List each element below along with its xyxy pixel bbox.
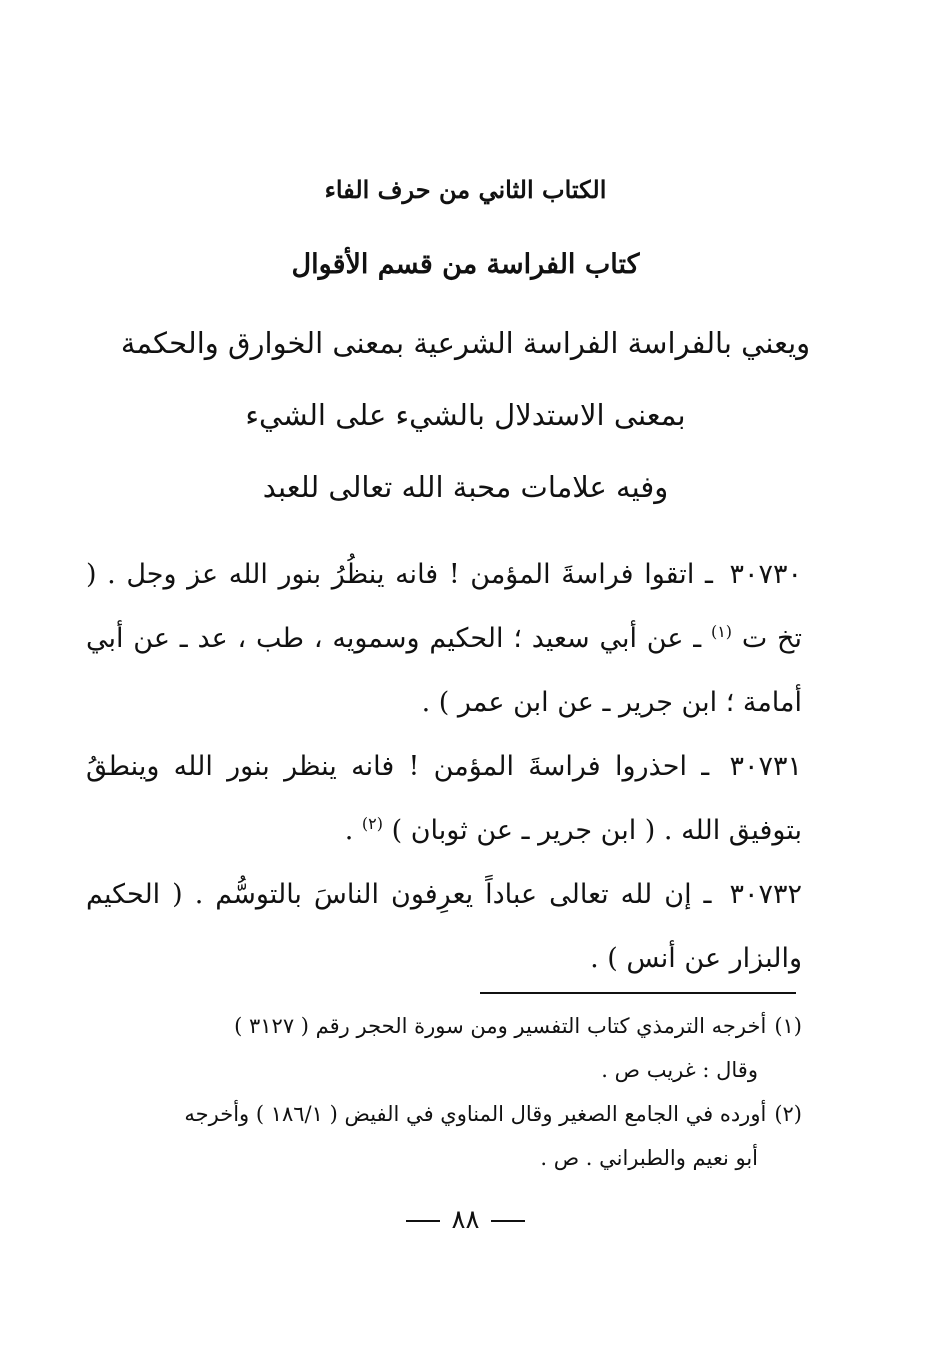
hadith-text: ـ اتقوا فراسةَ المؤمن ! فانه ينظُرُ بنور الله عز وجل . ( تخ ت [86,559,802,654]
footnote-number: (١) [774,1014,802,1038]
hadith-list [86,543,802,991]
book-heading: الكتاب الثاني من حرف الفاء [324,175,607,204]
footnote-continuation: وقال : غريب ص . [601,1058,758,1082]
hadith-entry [86,863,802,991]
chapter-subtitle-line-2: بمعنى الاستدلال بالشيء على الشيء [245,398,686,432]
footnote-reference: (٢) [361,814,383,833]
hadith-number: ٣٠٧٣١ [729,751,802,782]
footnote-number: (٢) [774,1102,802,1126]
hadith-source: . [344,815,354,846]
footnote-text: أخرجه الترمذي كتاب التفسير ومن سورة الحجر رقم ( ٣١٢٧ ) [234,1014,767,1038]
hadith-entry [86,543,802,735]
left-dash [491,1220,525,1222]
footnote-reference: (١) [710,622,733,641]
chapter-title: كتاب الفراسة من قسم الأقوال [291,249,640,280]
chapter-subtitle-line-1: ويعني بالفراسة الفراسة الشرعية بمعنى الخوارق والحكمة [120,326,811,360]
hadith-entry [86,735,802,863]
footnote-continuation: أبو نعيم والطبراني . ص . [540,1146,758,1170]
footnote-item [86,1004,802,1092]
footnote-text: أورده في الجامع الصغير وقال المناوي في الفيض ( ١٨٦/١ ) وأخرجه [184,1102,767,1126]
hadith-text: ـ احذروا فراسةَ المؤمن ! فانه ينظر بنور الله وينطقُ بتوفيق الله . ( ابن جرير ـ عن ثوبان ) [86,751,802,846]
hadith-text: ـ إن لله تعالى عباداً يعرِفون الناسَ بالتوسُّم . ( الحكيم والبزار عن أنس ) . [86,879,802,974]
right-dash [406,1220,440,1222]
hadith-source: ـ عن أبي سعيد ؛ الحكيم وسمويه ، طب ، عد ـ عن أبي أمامة ؛ ابن جرير ـ عن ابن عمر ) . [86,623,802,718]
footnote-item [86,1092,802,1180]
page-number [0,1200,931,1240]
hadith-number: ٣٠٧٣٠ [729,559,802,590]
hadith-number: ٣٠٧٣٢ [729,879,802,910]
footnotes [86,1004,802,1180]
page-number-value: ٨٨ [451,1205,480,1235]
chapter-subtitle-line-3: وفيه علامات محبة الله تعالى للعبد [262,470,669,504]
footnote-divider [480,992,796,994]
